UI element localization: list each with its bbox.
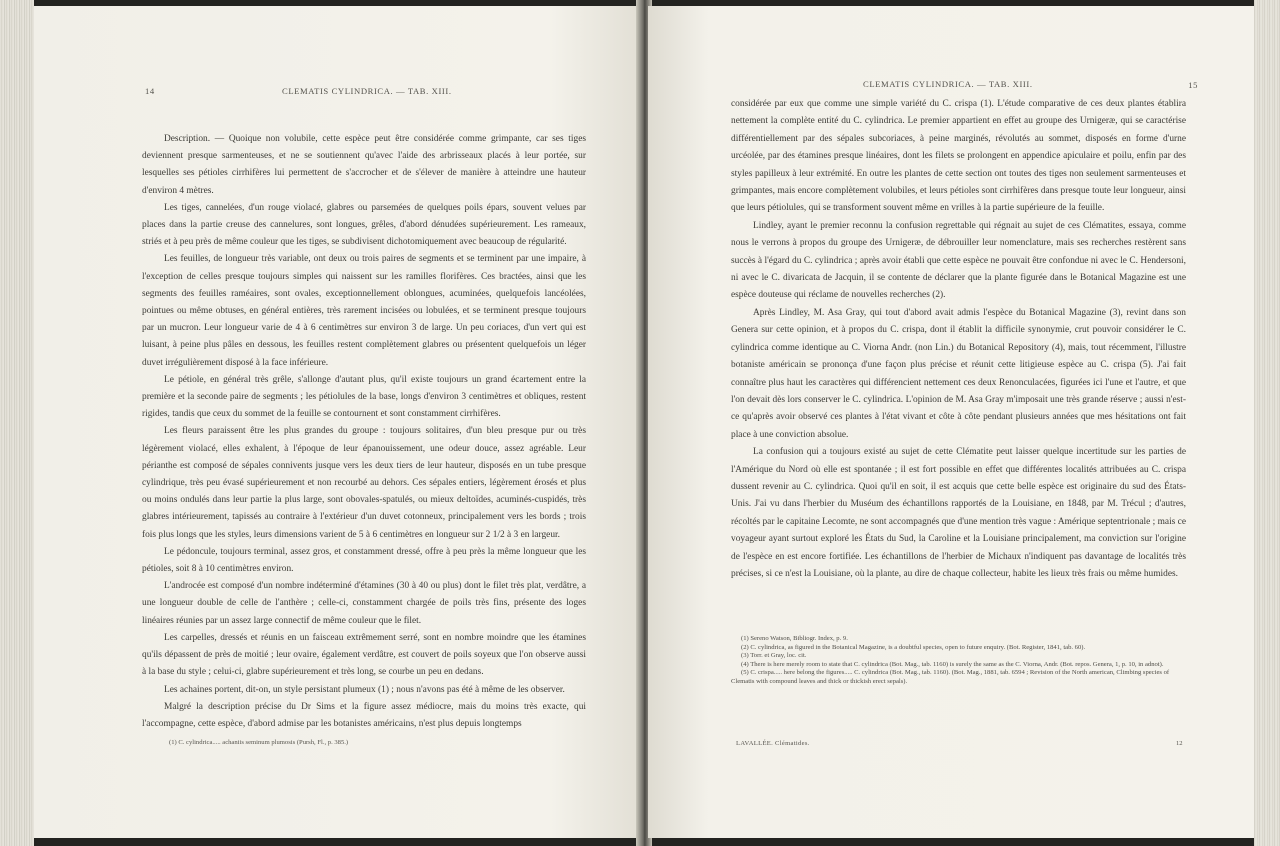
footnote: (4) There is here merely room to state that C. cylindrica (Bot. Mag., tab. 1160) is surely the same as the C. Viorna, Andr. (Bot. repos. Genera, 1, p. 10, in adnot). bbox=[741, 660, 1164, 668]
signature-mark: 12 bbox=[1176, 740, 1183, 747]
paragraph: Après Lindley, M. Asa Gray, qui tout d'abord avait admis l'espèce du Botanical Magazine (3), revint dans son Genera sur cette opinion, et à propos du C. crispa, dont il établit la difficile synonymie, crut pouvoir considérer le C. cylindrica comme identique au C. Viorna Andr. (non Lin.) du Botanical Repository (4), mais, tout récemment, l'illustre botaniste américain se prononça d'une façon plus précise et réunit cette litigieuse espèce au C. crispa (5). J'ai fait connaître plus haut les caractères qui différencient nettement ces deux Renonculacées, figurées ici l'une et l'autre, et que l'on devait dès lors conserver le C. cylindrica. L'opinion de M. Asa Gray m'imposait une très grande réserve ; aussi n'est-ce qu'après avoir observé ces plantes à l'état vivant et côte à côte pendant plusieurs années que mes hésitations ont fait place à une conviction absolue. bbox=[731, 307, 1186, 440]
paragraph: considérée par eux que comme une simple variété du C. crispa (1). L'étude comparative de ces deux plantes établira nettement la complète entité du C. cylindrica. Le premier appartient en effet au groupe des Urnigeræ, qui se caractérise différentiellement par des sépales subcoriaces, à peine marginés, révolutés au sommet, disposés en forme d'urne urcéolée, par des étamines presque linéaires, dont les filets se prolongent en appendice apiculaire et poilu, enfin par des styles papilleux à leur extrémité. En outre les plantes de cette section ont toutes des tiges non seulement sarmenteuses et grimpantes, mais encore complètement volubiles, et leurs pétioles sont cirrhifères dans presque toute leur longueur, ainsi que leurs pétiolules, qui se transforment souvent même en vrilles à la partie supérieure de la feuille. bbox=[731, 99, 1186, 214]
left-running-head: CLEMATIS CYLINDRICA. — TAB. XIII. bbox=[282, 86, 452, 96]
paragraph: L'androcée est composé d'un nombre indéterminé d'étamines (30 à 40 ou plus) dont le filet très plat, verdâtre, a une longueur double de celle de l'anthère ; celle-ci, constamment chargée de poils très fins, présente des loges linéaires réunies par un assez large connectif de même couleur que le filet. bbox=[142, 581, 586, 626]
paragraph: Les achaines portent, dit-on, un style persistant plumeux (1) ; nous n'avons pas été à même de les observer. bbox=[164, 684, 565, 695]
footnote: (5) C. crispa..... here belong the figures..... C. cylindrica (Bot. Mag., tab. 1160). (Bot. Mag., 1881, tab. 6594 ; Revision of the North american, Climbing species of Clematis with compound leaves and thick or thickish erect sepals). bbox=[731, 669, 1170, 685]
paragraph: Malgré la description précise du Dr Sims et la figure assez médiocre, mais du moins très exacte, qui l'accompagne, cette espèce, d'abord admise par les botanistes américains, n'est plus depuis longtemps bbox=[142, 701, 586, 729]
footnote: (2) C. cylindrica, as figured in the Botanical Magazine, is a doubtful species, open to future enquiry. (Bot. Register, 1841, tab. 60). bbox=[741, 643, 1086, 651]
signature-line: LAVALLÉE. Clématides. bbox=[736, 740, 810, 747]
paragraph: Les carpelles, dressés et réunis en un faisceau extrêmement serré, sont en nombre moindre que les étamines qu'ils dépassent de près de moitié ; leur ovaire, également verdâtre, est couvert de poils soyeux que l'on observe aussi à la base du style ; celui-ci, glabre supérieurement et très long, se courbe un peu en dedans. bbox=[142, 632, 586, 678]
paragraph: Le pétiole, en général très grêle, s'allonge d'autant plus, qu'il existe toujours un grand écartement entre la première et la seconde paire de segments ; les pétiolules de la base, longs d'environ 3 centimètres et obliques, restent rigides, tandis que ceux du sommet de la feuille se contournent et sont constamment cirrhifères. bbox=[142, 374, 586, 420]
left-page-edges bbox=[0, 0, 34, 846]
paragraph: Les fleurs paraissent être les plus grandes du groupe : toujours solitaires, d'un bleu presque pur ou très légèrement violacé, elles exhalent, à l'époque de leur épanouissement, une odeur douce, assez agréable. Leur périanthe est composé de sépales connivents jusque vers les deux tiers de leur hauteur, disposés en un tube presque cylindrique, très peu évasé supérieurement et non recourbé au dehors. Ces sépales entiers, légèrement érosés et plus ou moins ondulés dans leur partie la plus large, sont obovales-spatulés, ou mieux deltoïdes, acuminés-cuspidés, très glabres intérieurement, tapissés au contraire à l'extérieur d'un duvet cotonneux, principalement vers les bords ; trois fois plus longs que les styles, leurs dimensions varient de 5 à 6 centimètres en longueur sur 2 1/2 à 3 en largeur. bbox=[142, 426, 586, 540]
right-footnotes bbox=[731, 635, 1186, 687]
right-page bbox=[648, 6, 1254, 838]
right-page-edges bbox=[1254, 0, 1280, 846]
paragraph: Les feuilles, de longueur très variable, ont deux ou trois paires de segments et se terminent par une impaire, à l'exception de celles presque toujours simples qui naissent sur les ramilles florifères. Ces bractées, ainsi que les segments des feuilles raméaires, sont ovales, exceptionnellement oblongues, acuminées, quelquefois lancéolées, pointues ou même obtuses, en général entières, très rarement incisées ou lobulées, et se terminent presque toujours par un mucron. Leur longueur varie de 4 à 6 centimètres sur environ 3 de large. Un peu coriaces, d'un vert qui est luisant, à peine plus pâles en dessous, les feuilles restent complètement glabres ou présentent quelquefois un léger duvet irrégulièrement disposé à la face inférieure. bbox=[142, 254, 586, 368]
footnote: (1) Sereno Watson, Bibliogr. Index, p. 9. bbox=[741, 635, 848, 642]
paragraph: Le pédoncule, toujours terminal, assez gros, et constamment dressé, offre à peu près la même longueur que les pétioles, soit 8 à 10 centimètres environ. bbox=[142, 546, 586, 575]
right-body-text bbox=[731, 96, 1186, 583]
paragraph: Les tiges, cannelées, d'un rouge violacé, glabres ou parsemées de quelques poils épars, souvent velues par places dans la partie creuse des cannelures, sont longues, grêles, d'abord dénudées supérieurement. Les rameaux, striés et à peu près de même couleur que les tiges, se subdivisent dichotomiquement avec beaucoup de régularité. bbox=[142, 202, 586, 248]
paragraph: La confusion qui a toujours existé au sujet de cette Clématite peut laisser quelque incertitude sur les parties de l'Amérique du Nord où elle est spontanée ; il est fort possible en effet que différentes localités attribuées au C. crispa dussent revenir au C. cylindrica. Quoi qu'il en soit, il est acquis que cette belle espèce est originaire du sud des États-Unis. J'ai vu dans l'herbier du Muséum des échantillons rapportés de la Louisiane, en 1848, par M. Trécul ; d'autres, récoltés par le capitaine Lecomte, ne sont accompagnés que d'une mention très vague : Amérique septentrionale ; mais ce voyageur ayant surtout exploré les États du Sud, la Caroline et la Louisiane principalement, ma conviction sur l'origine de l'espèce en est encore fortifiée. Les échantillons de l'herbier de Michaux n'indiquent pas davantage de localités très précises, si ce n'est la Louisiane, où la plante, au dire de chaque collecteur, habite les lieux très frais ou même humides. bbox=[731, 447, 1186, 579]
left-folio: 14 bbox=[145, 86, 155, 96]
right-running-head: CLEMATIS CYLINDRICA. — TAB. XIII. bbox=[863, 79, 1033, 89]
right-folio: 15 bbox=[1188, 80, 1198, 90]
footnote: (3) Torr. et Gray, loc. cit. bbox=[741, 652, 807, 660]
left-body-text bbox=[142, 131, 586, 733]
left-page bbox=[34, 6, 640, 838]
paragraph: Lindley, ayant le premier reconnu la confusion regrettable qui régnait au sujet de ces Clématites, essaya, comme nous le verrons à propos du groupe des Urnigeræ, de débrouiller leur nomenclature, mais ses recherches restèrent sans succès à l'égard du C. cylindrica ; après avoir établi que cette espèce ne pouvait être confondue ni avec le C. Hendersoni, ni avec le C. divaricata de Jacquin, il se contente de déclarer que la plante figurée dans le Botanical Magazine est une espèce douteuse qui réclame de nouvelles recherches (2). bbox=[731, 220, 1186, 301]
left-footnote: (1) C. cylindrica..... achaniis seminum plumosis (Pursh, Fl., p. 385.) bbox=[169, 739, 349, 746]
paragraph: Description. — Quoique non volubile, cette espèce peut être considérée comme grimpante, car ses tiges deviennent presque sarmenteuses, et ne se soutiennent qu'avec l'aide des arbrisseaux placés à leur portée, sur lesquelles ses pétioles cirrhifères lui permettent de s'accrocher et de s'élever de manière à atteindre une hauteur d'environ 4 mètres. bbox=[142, 134, 586, 196]
